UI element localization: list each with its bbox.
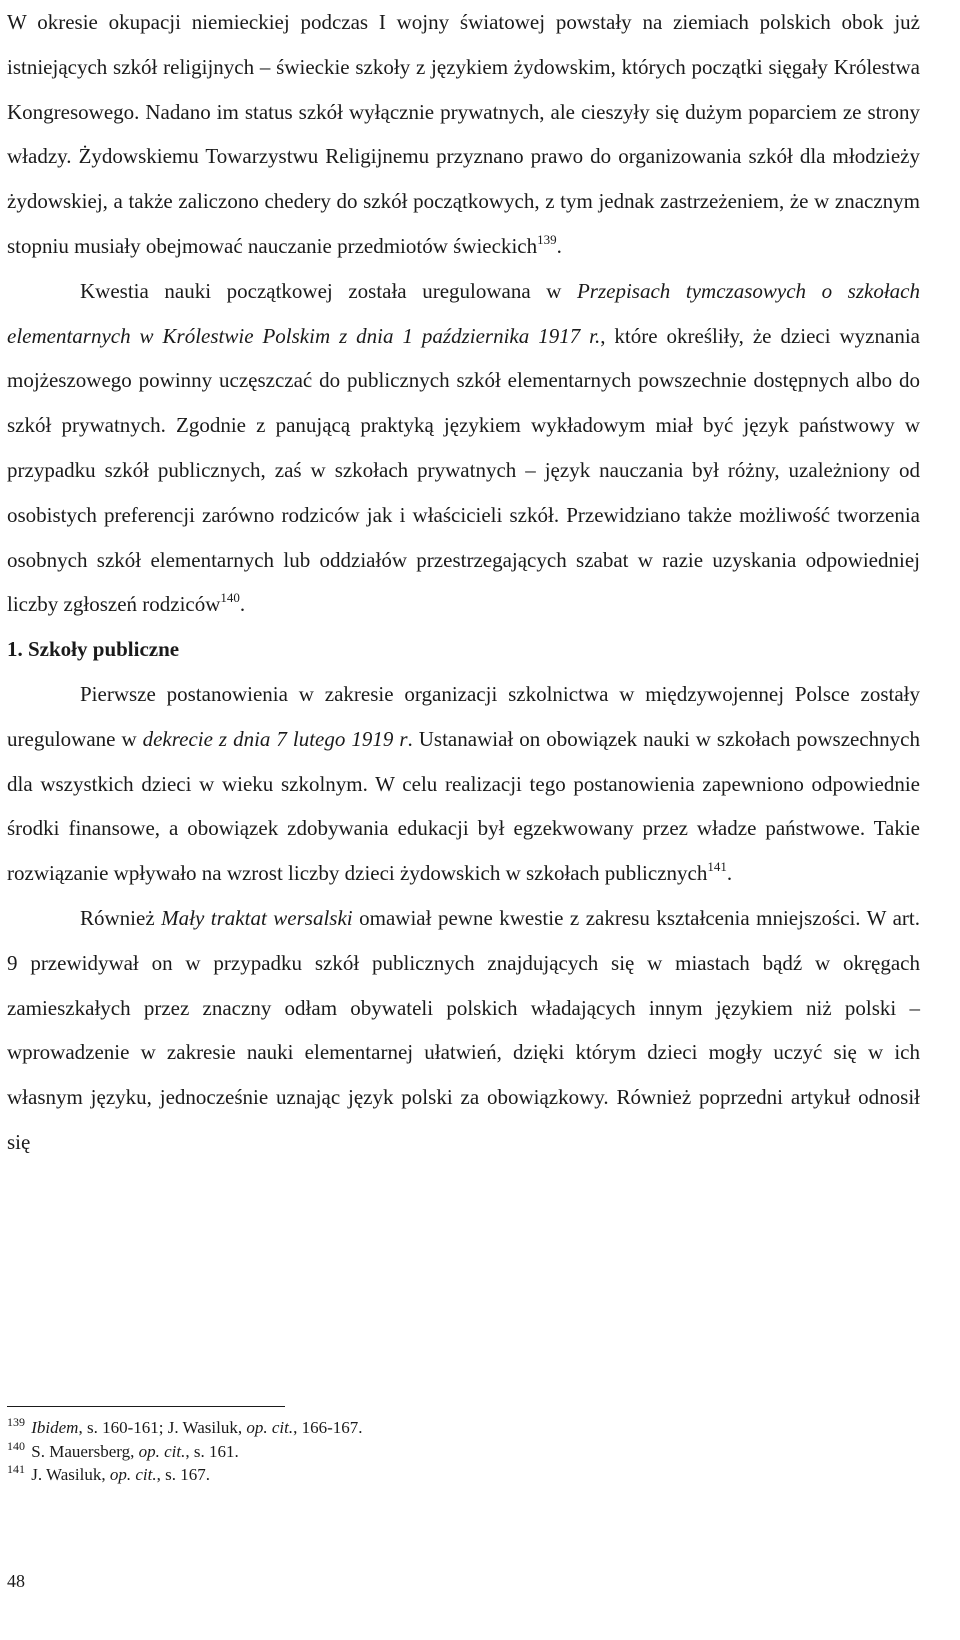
footnote-number: 140 [7, 1438, 25, 1453]
footnote-141 [7, 1463, 907, 1487]
page-number: 48 [7, 1571, 25, 1591]
paragraph-3-end: . [726, 861, 733, 886]
decree-title: dekrecie z dnia 7 lutego 1919 r [142, 726, 408, 751]
footnote-140 [7, 1440, 907, 1464]
paragraph-2-end: . [239, 592, 246, 617]
footnote-ref-140[interactable]: 140 [220, 590, 240, 606]
footnote-italic: Ibidem [31, 1418, 79, 1437]
footnote-italic: op. cit. [109, 1465, 157, 1484]
footnote-ref-139[interactable]: 139 [537, 231, 557, 247]
footnote-text: , s. 167. [156, 1465, 210, 1484]
footnote-text: , 166-167. [293, 1418, 363, 1437]
footnote-italic: op. cit. [138, 1441, 186, 1461]
paragraph-1 [7, 0, 920, 269]
paragraph-3-text-start: Pierwsze postanowienia w zakresie organizacji szkolnictwa w międzywojennej Polsce zostały uregulowane w [7, 681, 920, 751]
section-heading: 1. Szkoły publiczne [7, 637, 180, 662]
paragraph-4-text-start: Również [80, 905, 162, 930]
paragraph-3 [7, 672, 920, 896]
footnote-separator [7, 1406, 285, 1407]
footnote-text: S. Mauersberg, [31, 1441, 139, 1461]
paragraph-1-text: W okresie okupacji niemieckiej podczas I wojny światowej powstały na ziemiach polskich obok już istniejących szkół religijnych – świeckie szkoły z językiem żydowskim, których początki sięgały Królestwa Kongresowego. Nadano im status szkół wyłącznie prywatnych, ale cieszyły się dużym poparciem ze strony władzy. Żydowskiemu Towarzystwu Religijnemu przyznano prawo do organizowania szkół dla młodzieży żydowskiej, a także zaliczono chedery do szkół początkowych, z tym jednak zastrzeżeniem, że w znacznym stopniu musiały obejmować nauczanie przedmiotów świeckich [7, 10, 920, 258]
footnote-number: 139 [7, 1415, 25, 1429]
paragraph-4 [7, 896, 920, 1165]
footnote-139 [7, 1416, 907, 1440]
footnote-text: , s. 161. [185, 1441, 239, 1461]
paragraph-2 [7, 269, 920, 627]
footnote-italic: op. cit. [246, 1418, 294, 1437]
paragraph-2-text-start: Kwestia nauki początkowej została uregulowana w [80, 278, 577, 303]
footnotes [7, 1416, 907, 1487]
footnote-text: J. Wasiluk, [31, 1465, 110, 1484]
paragraph-1-end: . [556, 233, 562, 258]
paragraph-2-text-rest: , które określiły, że dzieci wyznania mojżeszowego powinny uczęszczać do publicznych szkół elementarnych powszechnie dostępnych albo do szkół prywatnych. Zgodnie z panującą praktyką językiem wykładowym miał być język państwowy w przypadku szkół publicznych, zaś w szkołach prywatnych – język nauczania był różny, uzależniony od osobistych preferencji zarówno rodziców jak i właścicieli szkół. Przewidziano także możliwość tworzenia osobnych szkół elementarnych lub oddziałów przestrzegających szabat w razie uzyskania odpowiedniej liczby zgłoszeń rodziców [7, 323, 920, 617]
main-text [7, 0, 920, 1165]
footnote-ref-141[interactable]: 141 [707, 859, 727, 875]
footnote-text: , s. 160-161; J. Wasiluk, [78, 1418, 247, 1437]
regulation-title: Przepisach tymczasowych o szkołach elementarnych w Królestwie Polskim z dnia 1 października 1917 r. [7, 278, 920, 348]
paragraph-4-text-rest: omawiał pewne kwestie z zakresu kształcenia mniejszości. W art. 9 przewidywał on w przypadku szkół publicznych znajdujących się w miastach bądź w okręgach zamieszkałych przez znaczny odłam obywateli polskich władających innym językiem niż polski – wprowadzenie w zakresie nauki elementarnej ułatwień, dzięki którym dzieci mogły uczyć się w ich własnym języku, jednocześnie uznając język polski za obowiązkowy. Również poprzedni artykuł odnosił się [7, 905, 920, 1154]
treaty-title: Mały traktat wersalski [161, 905, 353, 930]
paragraph-3-text-rest: . Ustanawiał on obowiązek nauki w szkołach powszechnych dla wszystkich dzieci w wieku szkolnym. W celu realizacji tego postanowienia zapewniono odpowiednie środki finansowe, a obowiązek zdobywania edukacji był egzekwowany przez władze państwowe. Takie rozwiązanie wpływało na wzrost liczby dzieci żydowskich w szkołach publicznych [7, 726, 920, 886]
footnote-number: 141 [7, 1462, 25, 1476]
